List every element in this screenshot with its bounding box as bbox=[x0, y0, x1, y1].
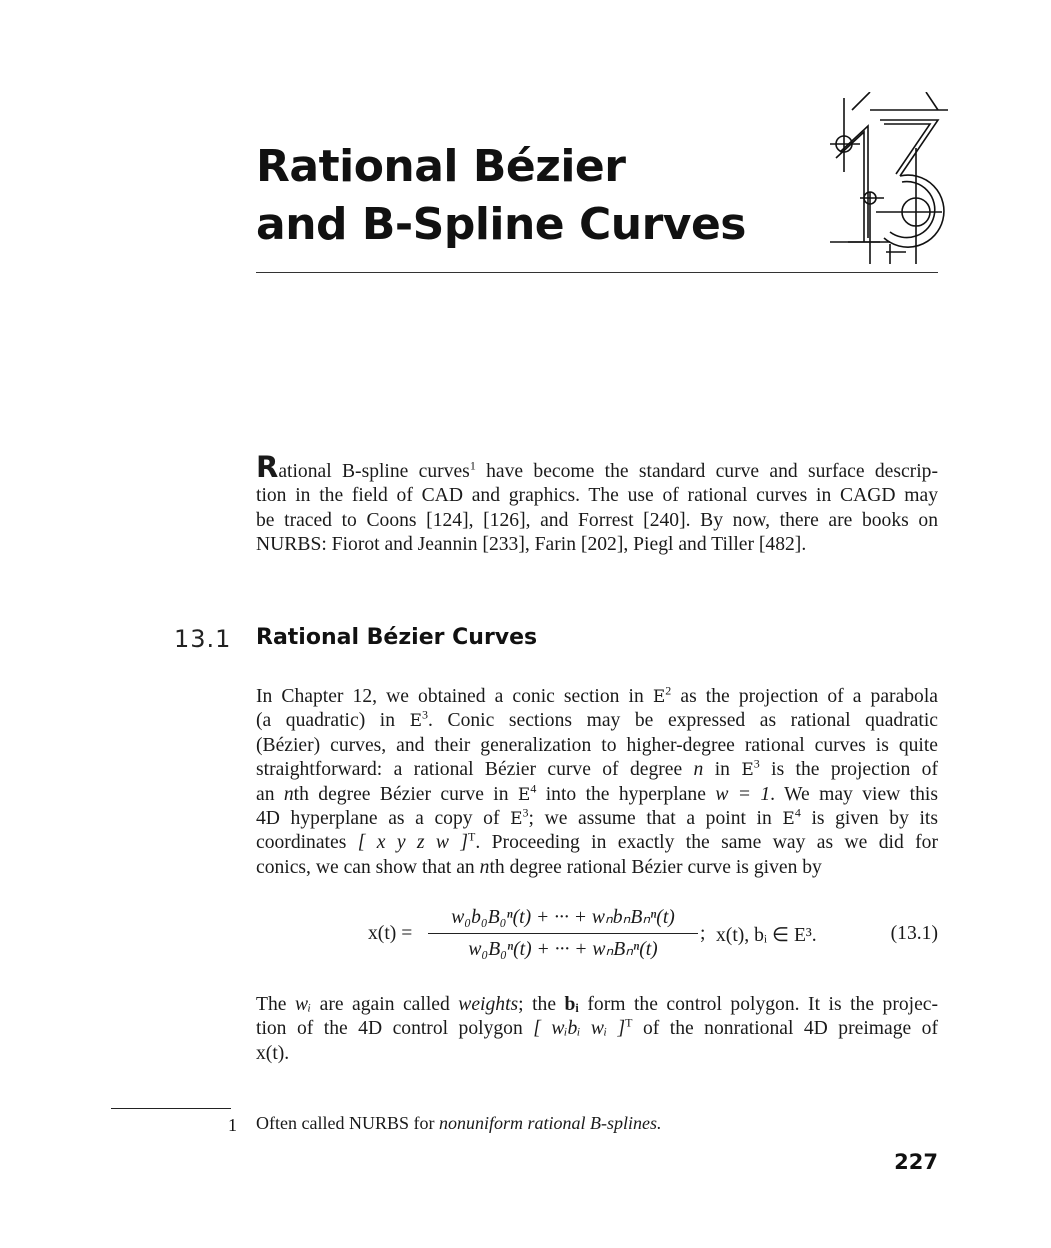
euclidean-space-symbol: E bbox=[652, 687, 666, 707]
emphasis: nonuniform rational B-splines. bbox=[438, 1113, 662, 1133]
chapter-title bbox=[256, 138, 746, 254]
text-run: is the projection of bbox=[759, 759, 938, 781]
equation-fraction bbox=[428, 905, 698, 961]
chapter-title-line1: Rational Bézier bbox=[256, 141, 626, 192]
fraction-bar bbox=[428, 933, 698, 934]
text-run: form the control polygon. It is the projec- bbox=[578, 994, 938, 1015]
chapter-title-line2: and B-Spline Curves bbox=[256, 199, 746, 250]
emphasis: weights bbox=[458, 994, 519, 1015]
title-rule bbox=[256, 272, 938, 273]
text-run: In Chapter 12, we obtained a conic section in bbox=[256, 686, 653, 707]
intro-line-3: be traced to Coons [124], [126], and Forrest [240]. By now, there are books on bbox=[256, 509, 938, 531]
text-run: as the projection of a parabola bbox=[671, 686, 938, 707]
math-var: wᵢ bbox=[294, 994, 312, 1015]
text-run: th degree Bézier curve in bbox=[293, 783, 518, 805]
math-var: n bbox=[693, 759, 704, 781]
body-paragraph-1 bbox=[256, 685, 938, 880]
superscript: 3 bbox=[422, 707, 429, 722]
text-run: 4D hyperplane as a copy of bbox=[256, 808, 511, 830]
superscript: 4 bbox=[530, 781, 537, 796]
footnote-ref: 1 bbox=[469, 458, 476, 473]
equation-denominator: w₀B₀ⁿ(t) + ··· + wₙBₙⁿ(t) bbox=[468, 939, 658, 960]
equation-13-1 bbox=[256, 905, 938, 963]
intro-line-1b: have become the standard curve and surface descrip- bbox=[486, 461, 938, 482]
euclidean-space-symbol: E bbox=[409, 711, 423, 732]
text-run: straightforward: a rational Bézier curve of degree bbox=[256, 759, 694, 781]
euclidean-space-symbol: E bbox=[517, 784, 531, 805]
text-run: Often called NURBS for bbox=[256, 1113, 439, 1133]
math-var: n bbox=[283, 783, 294, 805]
euclidean-space-symbol: E bbox=[741, 760, 754, 781]
coordinate-vector: [ x y z w ] bbox=[357, 832, 469, 854]
text-run: in bbox=[703, 759, 742, 781]
text-run: . Conic sections may be expressed as rational quadratic bbox=[428, 710, 938, 732]
text-run: . Proceeding in exactly the same way as we did for bbox=[475, 832, 939, 854]
chapter-number-graphic bbox=[830, 92, 950, 264]
math-var: bᵢ bbox=[564, 994, 579, 1015]
text-run: coordinates bbox=[256, 832, 358, 854]
page-number: 227 bbox=[894, 1150, 938, 1174]
euclidean-space-symbol: E bbox=[782, 809, 795, 830]
text-line: (Bézier) curves, and their generalization to higher-degree rational curves is quite bbox=[256, 734, 938, 756]
control-vector: [ wᵢbᵢ wᵢ ] bbox=[533, 1018, 626, 1040]
superscript: 2 bbox=[665, 683, 672, 698]
intro-paragraph bbox=[256, 450, 938, 558]
section-title: Rational Bézier Curves bbox=[256, 625, 538, 650]
text-run: of the nonrational 4D preimage of bbox=[632, 1018, 938, 1040]
euclidean-space-symbol: E bbox=[510, 809, 523, 830]
equation-label: (13.1) bbox=[890, 923, 938, 944]
text-run: into the hyperplane bbox=[536, 783, 716, 805]
transpose-mark: T bbox=[625, 1015, 633, 1030]
equation-numerator: w₀b₀B₀ⁿ(t) + ··· + wₙbₙBₙⁿ(t) bbox=[451, 907, 675, 928]
superscript: 3 bbox=[753, 756, 760, 771]
math-expression: w = 1 bbox=[715, 783, 771, 805]
equation-domain: x(t), bᵢ ∈ E³. bbox=[716, 925, 817, 946]
body-paragraph-2 bbox=[256, 993, 938, 1066]
text-run: an bbox=[256, 783, 284, 805]
math-var: n bbox=[479, 856, 490, 878]
equation-separator: ; bbox=[700, 923, 706, 944]
text-run: ; the bbox=[518, 994, 565, 1015]
text-run: th degree rational Bézier curve is given by bbox=[489, 856, 822, 878]
text-run: tion of the 4D control polygon bbox=[256, 1018, 534, 1040]
equation-lhs: x(t) = bbox=[368, 923, 413, 944]
text-run: is given by its bbox=[800, 808, 938, 830]
footnote-rule bbox=[111, 1108, 231, 1109]
text-run: ; we assume that a point in bbox=[528, 808, 783, 830]
intro-line-2: tion in the field of CAD and graphics. The use of rational curves in CAGD may bbox=[256, 485, 938, 507]
drop-cap: R bbox=[256, 450, 279, 484]
text-run: The bbox=[256, 994, 295, 1015]
footnote-mark: 1 bbox=[228, 1115, 237, 1135]
text-line: x(t). bbox=[256, 1042, 290, 1064]
text-run: are again called bbox=[311, 994, 459, 1015]
text-run: (a quadratic) in bbox=[256, 710, 410, 732]
transpose-mark: T bbox=[468, 829, 476, 844]
superscript: 3 bbox=[522, 805, 529, 820]
text-run: . We may view this bbox=[770, 783, 938, 805]
footnote-text bbox=[256, 1113, 661, 1134]
text-run: conics, we can show that an bbox=[256, 856, 480, 878]
section-number: 13.1 bbox=[174, 625, 232, 653]
intro-line-1a: ational B-spline curves bbox=[278, 461, 470, 482]
intro-line-4: NURBS: Fiorot and Jeannin [233], Farin [202], Piegl and Tiller [482]. bbox=[256, 534, 807, 556]
superscript: 4 bbox=[794, 805, 801, 820]
